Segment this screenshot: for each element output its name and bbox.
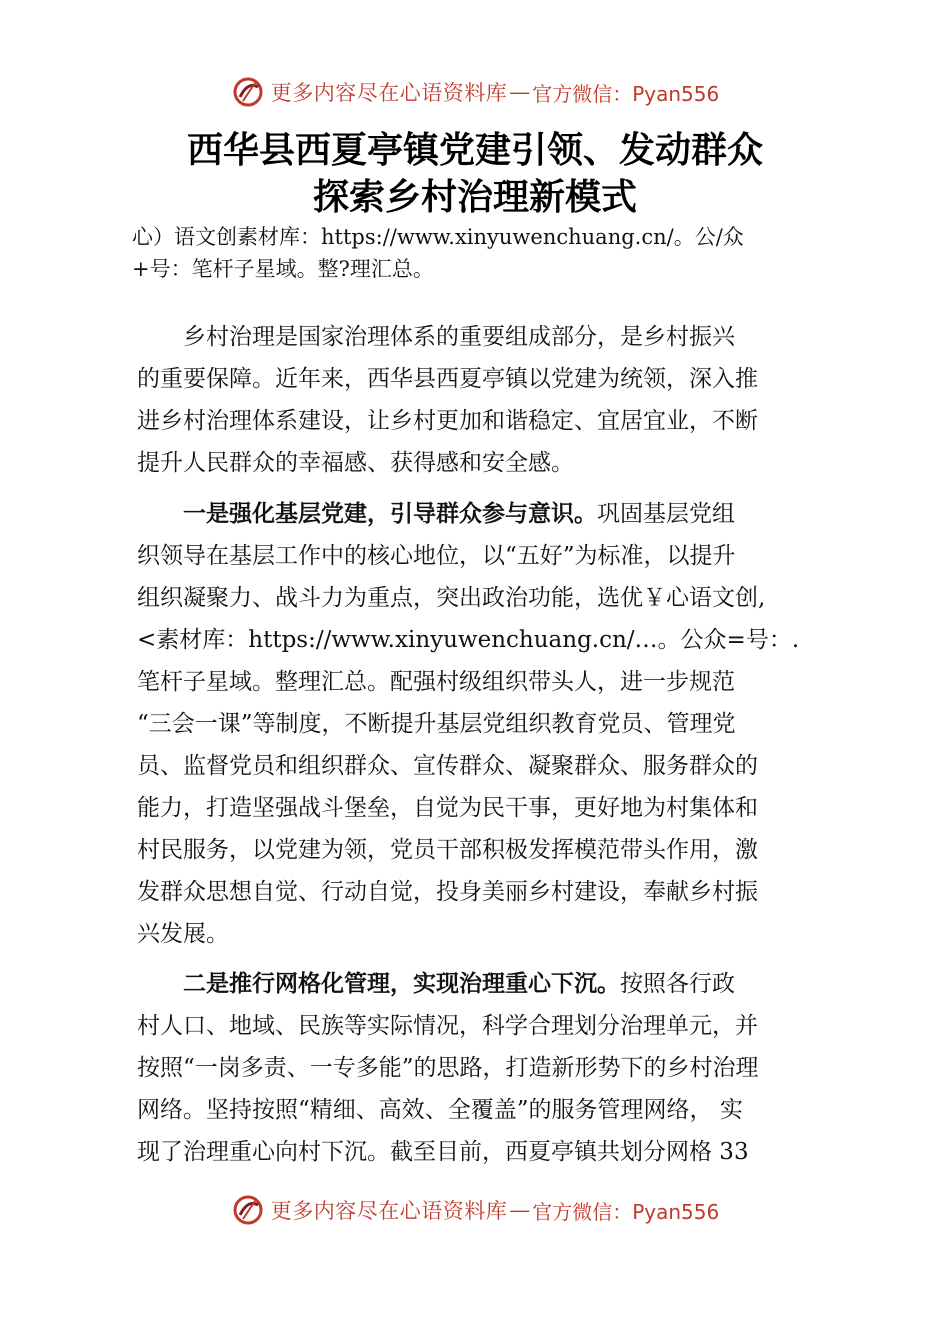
paragraph-line: <素材库：https://www.xinyuwenchuang.cn/…。公众=号：. [137,627,800,653]
paragraph-line: 兴发展。 [137,921,229,947]
banner-wechat: 官方微信：Pyan556 [532,1199,720,1224]
paragraph-line: 网络。坚持按照“精细、高效、全覆盖”的服务管理网络， 实 [137,1097,743,1123]
banner-text: 更多内容尽在心语资料库 [270,81,508,105]
paragraph-section-2 [137,963,827,1173]
page-title-line-2: 探索乡村治理新模式 [312,176,637,218]
paragraph-line: 按照“一岗多责、一专多能”的思路，打造新形势下的乡村治理 [137,1055,759,1081]
paragraph-text: 按照各行政 [620,971,735,997]
paragraph-line: 乡村治理是国家治理体系的重要组成部分，是乡村振兴 [183,324,735,350]
section-heading: 一是强化基层党建，引导群众参与意识。 [183,501,597,527]
paragraph-line: 提升人民群众的幸福感、获得感和安全感。 [137,450,574,476]
header-banner [0,72,950,112]
swirl-logo-icon [231,75,265,109]
paragraph-line: 笔杆子星域。整理汇总。配强村级组织带头人，进一步规范 [137,669,735,695]
paragraph-section-1 [137,493,827,955]
swirl-logo-icon [231,1193,265,1227]
paragraph-first-line [137,493,827,535]
banner-separator: — [509,80,531,104]
footer-banner [0,1190,950,1230]
section-heading: 二是推行网格化管理，实现治理重心下沉。 [183,971,620,997]
source-note-line-1: 心）语文创素材库：https://www.xinyuwenchuang.cn/。公/众 [132,225,744,249]
paragraph-line: 的重要保障。近年来，西华县西夏亭镇以党建为统领，深入推 [137,366,758,392]
paragraph-text: 巩固基层党组 [597,501,735,527]
paragraph-line: 发群众思想自觉、行动自觉，投身美丽乡村建设，奉献乡村振 [137,879,758,905]
paragraph-line: 织领导在基层工作中的核心地位，以“五好”为标准，以提升 [137,543,736,569]
paragraph-intro [137,316,827,484]
banner-wechat: 官方微信：Pyan556 [532,81,720,106]
paragraph-line: 村民服务，以党建为领，党员干部积极发挥模范带头作用，激 [137,837,758,863]
banner-separator: — [509,1198,531,1222]
source-note-line-2: +号：笔杆子星域。整?理汇总。 [132,257,434,281]
paragraph-line: 进乡村治理体系建设，让乡村更加和谐稳定、宜居宜业，不断 [137,408,758,434]
paragraph-line: 能力，打造坚强战斗堡垒，自觉为民干事，更好地为村集体和 [137,795,758,821]
paragraph-first-line [137,963,827,1005]
paragraph-line: 现了治理重心向村下沉。截至目前，西夏亭镇共划分网格 33 [137,1139,749,1165]
page-title-line-1: 西华县西夏亭镇党建引领、发动群众 [186,129,763,171]
banner-text: 更多内容尽在心语资料库 [270,1199,508,1223]
paragraph-line: 村人口、地域、民族等实际情况，科学合理划分治理单元，并 [137,1013,758,1039]
paragraph-line: “三会一课”等制度，不断提升基层党组织教育党员、管理党 [137,711,736,737]
paragraph-line: 组织凝聚力、战斗力为重点，突出政治功能，选优￥心语文创, [137,585,766,611]
paragraph-line: 员、监督党员和组织群众、宣传群众、凝聚群众、服务群众的 [137,753,758,779]
